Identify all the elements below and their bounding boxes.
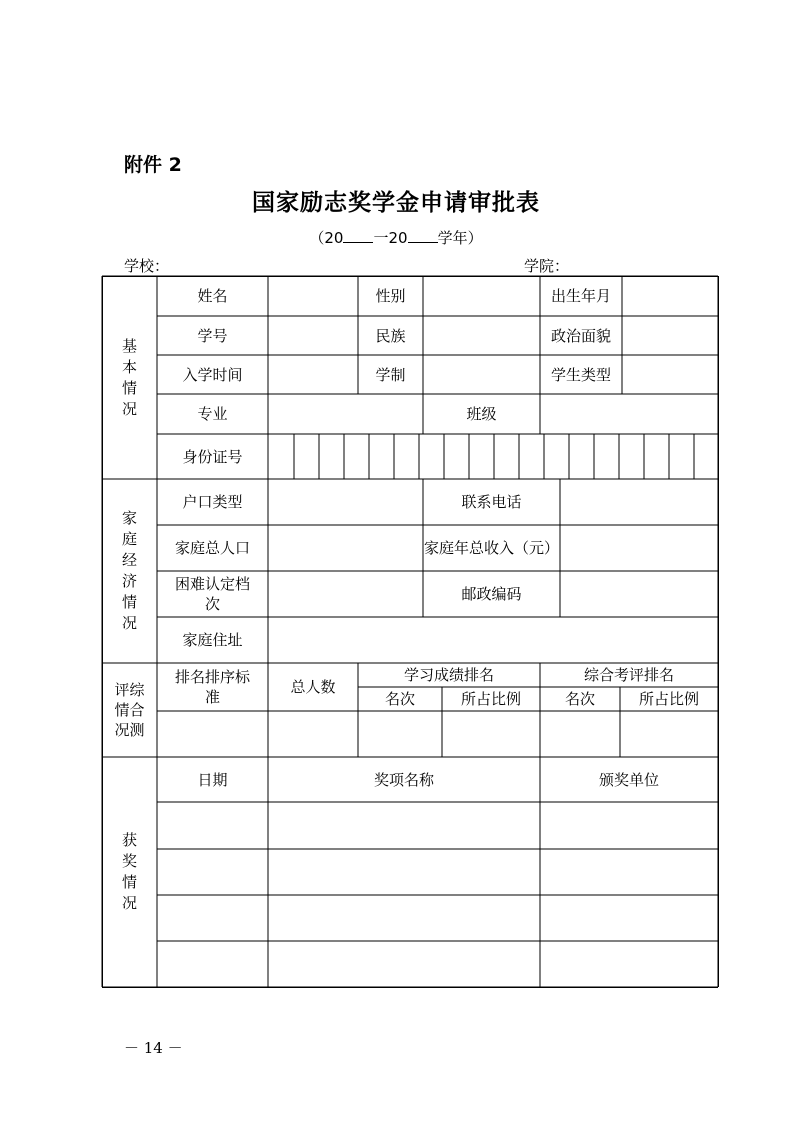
label-name: 姓名 [197, 287, 228, 305]
field-gender[interactable] [423, 276, 540, 316]
label-address: 家庭住址 [182, 631, 243, 649]
field-population[interactable] [268, 525, 423, 571]
field-study-rank-position[interactable] [358, 711, 442, 757]
label-income: 家庭年总收入（元） [423, 539, 559, 557]
label-overall-rank-ratio: 所占比例 [638, 690, 699, 708]
field-postcode[interactable] [560, 571, 718, 617]
field-overall-rank-position[interactable] [540, 711, 620, 757]
field-hukou[interactable] [268, 479, 423, 525]
section-family-economy-label: 家庭经济情况 [122, 509, 138, 632]
year-mid: 一20 [373, 229, 408, 247]
field-major[interactable] [268, 394, 423, 434]
field-name[interactable] [268, 276, 358, 316]
award-row-2[interactable] [157, 849, 718, 895]
section-evaluation-line1: 评综 [114, 681, 145, 699]
field-ranking-standard[interactable] [157, 711, 268, 757]
label-overall-rank-position: 名次 [564, 690, 595, 708]
award-row-4[interactable] [157, 941, 718, 987]
field-birth[interactable] [622, 276, 718, 316]
label-hukou: 户口类型 [182, 493, 243, 511]
label-class: 班级 [466, 405, 497, 423]
section-family-economy [102, 479, 157, 663]
field-phone[interactable] [560, 479, 718, 525]
label-study-rank: 学习成绩排名 [403, 666, 494, 684]
label-award-name: 奖项名称 [373, 770, 434, 789]
label-postcode: 邮政编码 [461, 585, 522, 603]
label-study-rank-position: 名次 [384, 690, 415, 708]
field-enroll-time[interactable] [268, 355, 358, 394]
section-evaluation [102, 663, 157, 757]
label-student-id: 学号 [197, 326, 228, 345]
award-row-3[interactable] [157, 895, 718, 941]
label-enroll-time: 入学时间 [182, 365, 243, 384]
field-hardship[interactable] [268, 571, 423, 617]
label-award-issuer: 颁奖单位 [598, 770, 659, 789]
year-suffix: 学年） [437, 229, 483, 247]
label-phone: 联系电话 [461, 493, 522, 511]
field-student-id[interactable] [268, 316, 358, 355]
field-class[interactable] [540, 394, 718, 434]
label-gender: 性别 [375, 287, 406, 305]
section-evaluation-line2: 情合 [114, 701, 145, 719]
label-population: 家庭总人口 [174, 539, 250, 557]
school-label: 学校： [124, 257, 170, 275]
label-study-rank-ratio: 所占比例 [460, 690, 521, 708]
year-prefix: （20 [309, 229, 344, 247]
field-id-number[interactable] [268, 434, 718, 479]
label-ranking-standard: 排名排序标准 [175, 668, 251, 706]
label-id-number: 身份证号 [182, 447, 243, 466]
field-address[interactable] [268, 617, 718, 663]
form-title: 国家励志奖学金申请审批表 [252, 189, 540, 216]
attachment-label: 附件 2 [124, 154, 182, 176]
field-student-type[interactable] [622, 355, 718, 394]
college-label: 学院： [524, 257, 570, 275]
label-birth: 出生年月 [550, 287, 611, 305]
label-ethnicity: 民族 [375, 326, 406, 345]
field-overall-rank-ratio[interactable] [620, 711, 718, 757]
label-hardship: 困难认定档次 [174, 575, 250, 613]
label-schooling: 学制 [375, 365, 406, 384]
section-basic-info-label: 基本情况 [122, 336, 138, 418]
label-overall-rank: 综合考评排名 [583, 666, 674, 684]
section-basic-info [102, 276, 157, 479]
section-awards [102, 757, 157, 987]
field-income[interactable] [560, 525, 718, 571]
field-political[interactable] [622, 316, 718, 355]
award-row-1[interactable] [157, 802, 718, 849]
page-number: － 14 － [124, 1039, 183, 1057]
field-total[interactable] [268, 711, 358, 757]
section-awards-label: 获奖情况 [122, 831, 138, 912]
label-total: 总人数 [290, 678, 336, 696]
field-study-rank-ratio[interactable] [442, 711, 540, 757]
label-political: 政治面貌 [550, 326, 611, 345]
section-evaluation-line3: 况测 [114, 721, 145, 739]
label-award-date: 日期 [197, 770, 228, 789]
field-schooling[interactable] [423, 355, 540, 394]
field-ethnicity[interactable] [423, 316, 540, 355]
label-student-type: 学生类型 [550, 365, 611, 384]
label-major: 专业 [197, 405, 228, 423]
